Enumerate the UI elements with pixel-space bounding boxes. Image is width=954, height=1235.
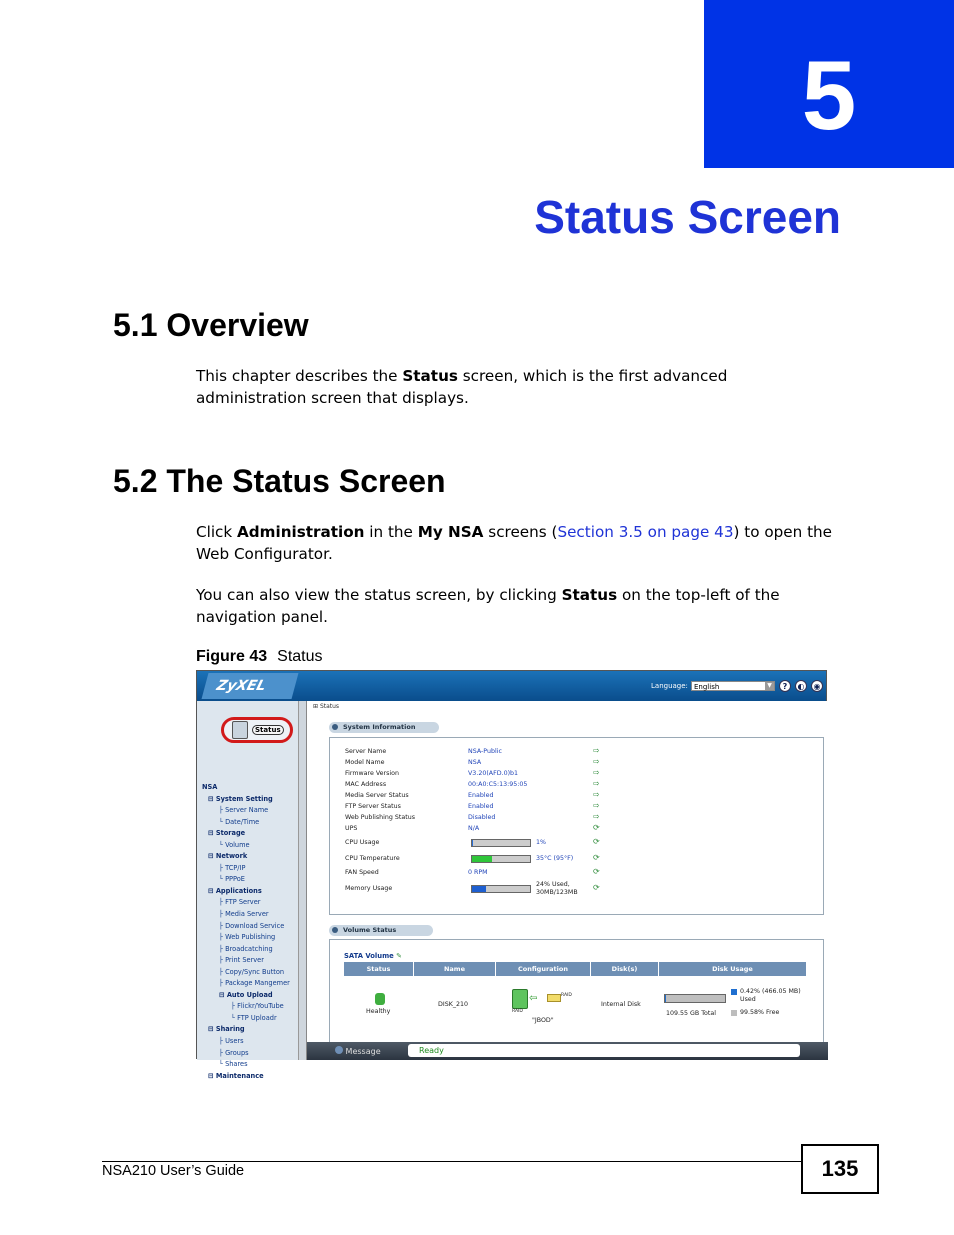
nav-item[interactable]: ⊟ Applications (208, 886, 262, 895)
logout-icon[interactable]: ◉ (811, 680, 823, 692)
column-header: Configuration (496, 962, 591, 976)
nav-item[interactable]: ├ Server Name (219, 806, 269, 815)
go-to-icon[interactable]: ⇨ (593, 746, 600, 755)
nav-item[interactable]: ⊟ System Setting (208, 794, 273, 803)
chevron-down-icon[interactable]: ▼ (765, 682, 774, 690)
used-legend-swatch (731, 989, 737, 995)
go-to-icon[interactable]: ⇨ (593, 779, 600, 788)
nav-item[interactable]: ├ Media Server (219, 910, 269, 919)
nav-item[interactable]: NSA (202, 783, 218, 791)
chapter-number-box (704, 0, 954, 168)
status-content (307, 701, 828, 1042)
nav-item[interactable]: ├ Broadcatching (219, 944, 273, 953)
info-label: CPU Temperature (345, 855, 400, 862)
nav-item[interactable]: └ PPPoE (219, 875, 245, 884)
volume-table-header (344, 962, 806, 976)
memory-usage-bar (471, 885, 531, 893)
cpu-temperature-bar (471, 855, 531, 863)
message-box: Ready (408, 1044, 800, 1057)
info-label: MAC Address (345, 781, 387, 788)
disk-icon (547, 994, 561, 1002)
chapter-title: Status Screen (534, 191, 841, 243)
nav-item[interactable]: ├ TCP/IP (219, 863, 246, 872)
language-select[interactable]: English ▼ (691, 681, 775, 691)
edit-icon[interactable]: ✎ (396, 952, 402, 960)
monitor-icon (232, 721, 248, 739)
info-value: Enabled (468, 803, 494, 810)
disk-usage-bar (664, 994, 726, 1003)
info-label: Model Name (345, 759, 385, 766)
volume-disks: Internal Disk (601, 1001, 641, 1008)
nav-item[interactable]: ⊟ Maintenance (208, 1071, 264, 1080)
system-information-header: System Information (329, 722, 439, 733)
nav-item[interactable]: ├ Flickr/YouTube (231, 1002, 284, 1011)
info-value: NSA-Public (468, 748, 502, 755)
raid-disk-icon (512, 989, 528, 1009)
language-label: Language: (651, 682, 688, 690)
info-value: Disabled (468, 814, 496, 821)
nav-item[interactable]: ⊟ Auto Upload (219, 990, 273, 999)
volume-configuration: "JBOD" (532, 1017, 554, 1024)
nav-item[interactable]: ├ Print Server (219, 956, 264, 965)
nav-item[interactable]: ├ Web Publishing (219, 933, 276, 942)
info-value: N/A (468, 825, 480, 832)
info-label: Memory Usage (345, 885, 393, 892)
info-value: 1% (536, 839, 546, 846)
disk-free-text: 99.58% Free (740, 1009, 780, 1016)
info-value: 0 RPM (468, 869, 488, 876)
info-value: 00:A0:C5:13:95:05 (468, 781, 528, 788)
healthy-disk-icon (375, 993, 385, 1005)
info-label: UPS (345, 825, 358, 832)
volume-status-header: Volume Status (329, 925, 433, 936)
free-legend-swatch (731, 1010, 737, 1016)
go-to-icon[interactable]: ⇨ (593, 768, 600, 777)
nav-item[interactable]: ├ Package Mangemer (219, 979, 290, 988)
sata-volume-title: SATA Volume ✎ (344, 952, 402, 960)
info-value: NSA (468, 759, 482, 766)
info-label: CPU Usage (345, 839, 380, 846)
nav-item[interactable]: └ Volume (219, 840, 250, 849)
status-button[interactable]: Status (221, 717, 293, 743)
info-value: Enabled (468, 792, 494, 799)
go-to-icon[interactable]: ⇨ (593, 801, 600, 810)
section-link[interactable]: Section 3.5 on page 43 (557, 523, 734, 541)
column-header: Status (344, 962, 414, 976)
nav-item[interactable]: └ FTP Uploadr (231, 1013, 277, 1022)
breadcrumb: ⊞ Status (313, 703, 340, 710)
raid-label: RAID (561, 993, 572, 998)
nav-item[interactable]: ├ Groups (219, 1048, 249, 1057)
about-icon[interactable]: ◐ (795, 680, 807, 692)
refresh-icon[interactable]: ⟳ (593, 837, 600, 846)
column-header: Disk Usage (712, 965, 753, 973)
info-label: Web Publishing Status (345, 814, 415, 821)
info-label: FAN Speed (345, 869, 379, 876)
message-icon (335, 1046, 343, 1054)
disk-total: 109.55 GB Total (666, 1010, 716, 1017)
arrow-left-icon: ⇦ (529, 993, 538, 1004)
volume-status: Healthy (366, 1008, 391, 1015)
zyxel-logo: ZyXEL (202, 673, 299, 699)
go-to-icon[interactable]: ⇨ (593, 757, 600, 766)
footer-rule (102, 1161, 802, 1162)
page-number: 135 (801, 1144, 879, 1194)
refresh-icon[interactable]: ⟳ (593, 823, 600, 832)
section-heading-overview: 5.1 Overview (113, 307, 309, 343)
column-header: Name (414, 962, 496, 976)
go-to-icon[interactable]: ⇨ (593, 790, 600, 799)
column-header: Disk(s) (591, 962, 659, 976)
info-value: V3.20(AFD.0)b1 (468, 770, 519, 777)
help-icon[interactable]: ? (779, 680, 791, 692)
navigation-panel (197, 701, 307, 1080)
nav-item[interactable]: ⊟ Storage (208, 829, 246, 838)
nav-item[interactable]: ├ Copy/Sync Button (219, 967, 285, 976)
raid-label: RAID (512, 1009, 523, 1014)
disk-used-text: 0.42% (466.05 MB) Used (740, 988, 801, 1003)
info-label: Media Server Status (345, 792, 409, 799)
go-to-icon[interactable]: ⇨ (593, 812, 600, 821)
footer-guide-title: NSA210 User’s Guide (102, 1163, 245, 1179)
message-label: Message (335, 1046, 381, 1056)
navigation-tree (202, 782, 290, 1082)
paragraph-status-click: You can also view the status screen, by clicking Status on the top-left of the navigation panel. (196, 586, 780, 626)
cpu-usage-bar (471, 839, 531, 847)
refresh-icon[interactable]: ⟳ (593, 867, 600, 876)
status-screenshot (196, 670, 827, 1080)
nav-item[interactable]: ⊟ Sharing (208, 1025, 245, 1034)
info-value: 24% Used, 30MB/123MB (536, 881, 578, 896)
chapter-number: 5 (801, 40, 857, 150)
info-label: Firmware Version (345, 770, 400, 777)
refresh-icon[interactable]: ⟳ (593, 853, 600, 862)
paragraph-overview: This chapter describes the Status screen, which is the first advanced administration screen that displays. (196, 367, 728, 407)
nav-item[interactable]: ├ Download Service (219, 921, 285, 930)
nav-item[interactable]: ⊟ Network (208, 852, 248, 861)
top-bar (197, 671, 826, 701)
nav-item[interactable]: ├ FTP Server (219, 898, 261, 907)
nav-item[interactable]: └ Shares (219, 1060, 248, 1069)
paragraph-click-administration: Click Administration in the My NSA screens (Section 3.5 on page 43) to open the Web Configurator. (196, 523, 832, 563)
nav-scrollbar[interactable] (298, 701, 306, 1060)
info-label: Server Name (345, 748, 387, 755)
info-value: 35°C (95°F) (536, 855, 574, 862)
message-bar (307, 1042, 828, 1060)
section-heading-status: 5.2 The Status Screen (113, 463, 446, 499)
figure-caption: Figure 43 Status (196, 648, 323, 665)
refresh-icon[interactable]: ⟳ (593, 883, 600, 892)
nav-item[interactable]: ├ Users (219, 1037, 244, 1046)
volume-name: DISK_210 (438, 1001, 468, 1008)
nav-item[interactable]: └ Date/Time (219, 817, 260, 826)
info-label: FTP Server Status (345, 803, 401, 810)
